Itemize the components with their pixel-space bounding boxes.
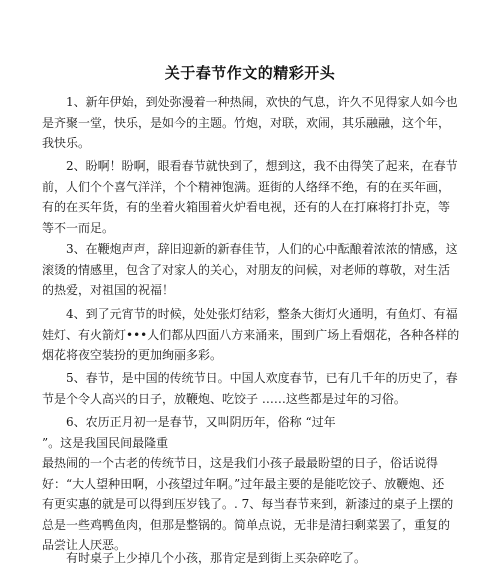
paragraph-7 [42, 548, 462, 569]
paragraph-line: 2、盼啊！盼啊，眼看春节就快到了，想到这，我不由得笑了起来，在春节 [66, 159, 458, 173]
paragraph-2 [42, 156, 462, 238]
paragraph-line: 4、到了元宵节的时候，处处张灯结彩，整条大街灯火通明，有鱼灯、有福 [66, 307, 458, 321]
paragraph-line: 烟花将夜空装扮的更加绚丽多彩。 [42, 348, 223, 362]
paragraph-line: 有的在买年货，有的坐着火箱围着火炉看电视，还有的人在打麻将打扑克，等 [42, 200, 451, 214]
paragraph-line: 6、农历正月初一是春节，又叫阴历年，俗称 “过年 [66, 415, 336, 429]
paragraph-1 [42, 92, 462, 154]
paragraph-6 [42, 412, 462, 556]
paragraph-4 [42, 304, 462, 366]
document-title: 关于春节作文的精彩开头 [164, 64, 336, 82]
paragraph-line: 节是个令人高兴的日子，放鞭炮、吃饺子 ……这些都是过年的习俗。 [42, 391, 406, 406]
paragraph-line: 娃灯、有火箭灯•••人们都从四面八方来涌来，围到广场上看烟花，各种各样的 [42, 327, 460, 342]
paragraph-3 [42, 239, 462, 301]
paragraph-line: 1、新年伊始，到处弥漫着一种热闹，欢快的气息，许久不见得家人如今也 [66, 95, 458, 109]
paragraph-line: 5、春节，是中国的传统节日。中国人欢度春节，已有几千年的历史了，春 [66, 371, 458, 385]
paragraph-line: 有更实惠的就是可以得到压岁钱了。. 7、每当春节来到，新漆过的桌子上摆的 [42, 497, 454, 511]
paragraph-line: 好：“大人望种田啊，小孩望过年啊。”过年最主要的是能吃饺子、放鞭炮、还 [42, 476, 445, 491]
paragraph-line: 滚烫的情感里，包含了对家人的关心，对朋友的问候，对老师的尊敬，对生活 [42, 262, 451, 277]
paragraph-5 [42, 368, 462, 409]
paragraph-line: 我快乐。 [42, 136, 91, 150]
paragraph-line: 3、在鞭炮声声，辞旧迎新的新春佳节，人们的心中酝酿着浓浓的情感，这 [66, 242, 458, 256]
paragraph-line: 总是一些鸡鸭鱼肉，但那是整锅的。简单点说，无非是清扫剩菜罢了，重复的 [42, 517, 451, 532]
paragraph-line: 前，人们个个喜气洋洋，个个精神饱满。逛街的人络绎不绝，有的在买年画， [42, 179, 451, 194]
paragraph-line: 是齐聚一堂，快乐，是如今的主题。竹炮，对联，欢闹，其乐融融，这个年， [42, 115, 451, 130]
paragraph-line: 的热爱，对祖国的祝福！ [42, 283, 175, 297]
paragraph-line: 最热闹的一个古老的传统节日，这是我们小孩子最最盼望的日子，俗话说得 [42, 456, 439, 470]
paragraph-line: 有时桌子上少掉几个小孩，那肯定是到街上买杂碎吃了。 [66, 551, 367, 565]
paragraph-line: 等不一而足。 [42, 220, 115, 235]
paragraph-line: 品尝让人厌恶。 [42, 538, 127, 552]
paragraph-line: ”。这是我国民间最隆重 [42, 435, 169, 450]
